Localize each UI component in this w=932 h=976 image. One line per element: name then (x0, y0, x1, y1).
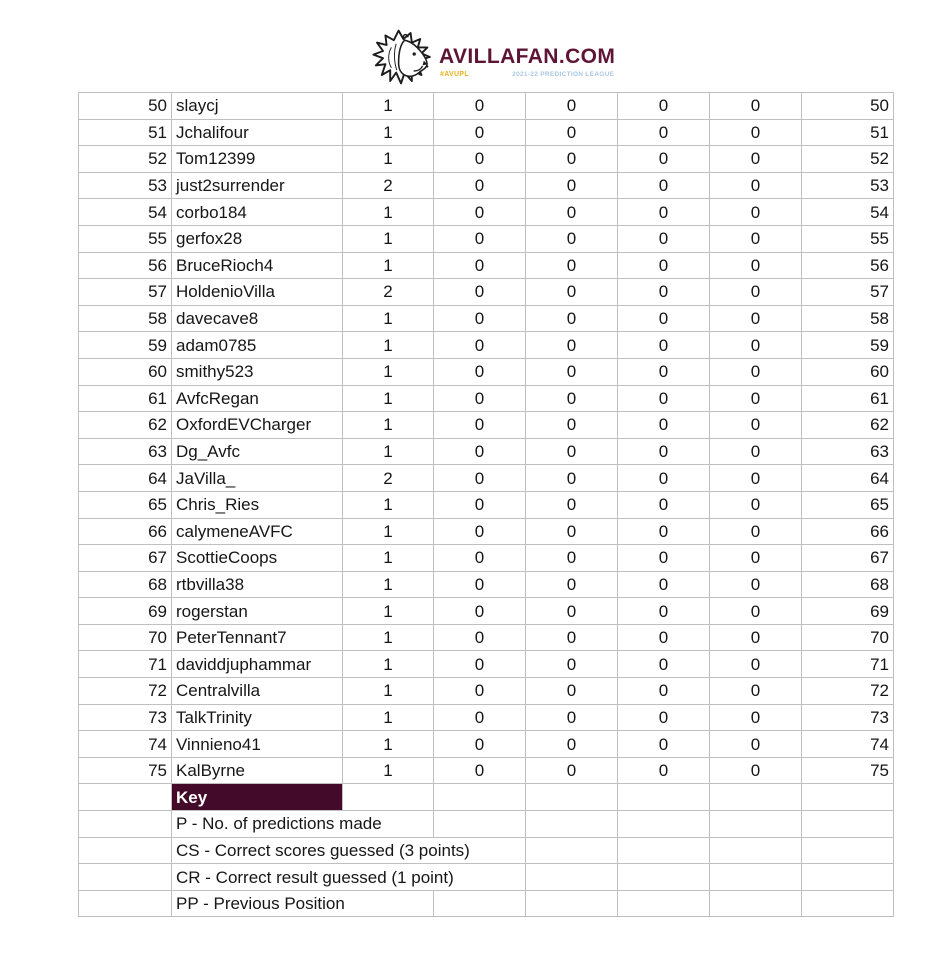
stat-cell: 0 (710, 731, 802, 758)
stat-cell: 0 (526, 624, 618, 651)
stat-cell: 0 (434, 358, 526, 385)
username-cell: ScottieCoops (172, 545, 343, 572)
stat-cell: 1 (343, 704, 434, 731)
stat-cell: 0 (618, 545, 710, 572)
stat-cell: 0 (618, 279, 710, 306)
stat-cell: 0 (618, 225, 710, 252)
rank-cell: 52 (79, 146, 172, 173)
stat-cell: 0 (526, 225, 618, 252)
previous-position-cell: 52 (802, 146, 894, 173)
stat-cell: 0 (434, 199, 526, 226)
rank-cell: 60 (79, 358, 172, 385)
stat-cell: 0 (710, 385, 802, 412)
key-item-row (79, 890, 894, 917)
stat-cell: 0 (618, 252, 710, 279)
previous-position-cell: 75 (802, 757, 894, 784)
stat-cell: 0 (710, 305, 802, 332)
stat-cell: 0 (526, 279, 618, 306)
stat-cell: 0 (618, 491, 710, 518)
stat-cell: 0 (710, 518, 802, 545)
stat-cell: 0 (526, 651, 618, 678)
stat-cell: 1 (343, 491, 434, 518)
stat-cell: 0 (434, 704, 526, 731)
stat-cell: 1 (343, 225, 434, 252)
key-item-cell: PP - Previous Position (172, 890, 434, 917)
rank-cell: 57 (79, 279, 172, 306)
empty-cell (802, 784, 894, 811)
rank-cell: 71 (79, 651, 172, 678)
table-row (79, 385, 894, 412)
rank-cell: 50 (79, 93, 172, 120)
logo-text (439, 46, 615, 77)
stat-cell: 0 (710, 491, 802, 518)
stat-cell: 0 (618, 119, 710, 146)
rank-cell: 67 (79, 545, 172, 572)
username-cell: JaVilla_ (172, 465, 343, 492)
username-cell: Chris_Ries (172, 491, 343, 518)
username-cell: calymeneAVFC (172, 518, 343, 545)
empty-cell (710, 837, 802, 864)
rank-cell: 59 (79, 332, 172, 359)
stat-cell: 0 (434, 279, 526, 306)
empty-cell (343, 784, 434, 811)
key-item-cell: P - No. of predictions made (172, 811, 434, 838)
table-row (79, 305, 894, 332)
rank-cell: 55 (79, 225, 172, 252)
previous-position-cell: 73 (802, 704, 894, 731)
stat-cell: 1 (343, 545, 434, 572)
stat-cell: 0 (526, 199, 618, 226)
stat-cell: 1 (343, 332, 434, 359)
logo-title: AVILLAFAN.COM (439, 45, 616, 69)
previous-position-cell: 60 (802, 358, 894, 385)
stat-cell: 0 (710, 332, 802, 359)
table-row (79, 332, 894, 359)
username-cell: BruceRioch4 (172, 252, 343, 279)
username-cell: rogerstan (172, 598, 343, 625)
stat-cell: 0 (710, 225, 802, 252)
empty-cell (79, 784, 172, 811)
table-row (79, 119, 894, 146)
logo-hashtag: #AVUPL (440, 70, 469, 78)
stat-cell: 0 (710, 119, 802, 146)
empty-cell (79, 890, 172, 917)
rank-cell: 65 (79, 491, 172, 518)
stat-cell: 1 (343, 146, 434, 173)
stat-cell: 0 (526, 598, 618, 625)
stat-cell: 0 (434, 678, 526, 705)
stat-cell: 0 (618, 518, 710, 545)
stat-cell: 0 (710, 438, 802, 465)
empty-cell (526, 811, 618, 838)
username-cell: Vinnieno41 (172, 731, 343, 758)
empty-cell (618, 864, 710, 891)
stat-cell: 1 (343, 252, 434, 279)
stat-cell: 0 (434, 624, 526, 651)
stat-cell: 0 (710, 465, 802, 492)
stat-cell: 0 (710, 598, 802, 625)
rank-cell: 64 (79, 465, 172, 492)
stat-cell: 0 (618, 438, 710, 465)
stat-cell: 0 (434, 305, 526, 332)
table-row (79, 545, 894, 572)
stat-cell: 0 (526, 678, 618, 705)
empty-cell (526, 864, 618, 891)
previous-position-cell: 74 (802, 731, 894, 758)
previous-position-cell: 63 (802, 438, 894, 465)
previous-position-cell: 64 (802, 465, 894, 492)
previous-position-cell: 53 (802, 172, 894, 199)
empty-cell (618, 890, 710, 917)
previous-position-cell: 71 (802, 651, 894, 678)
stat-cell: 0 (434, 465, 526, 492)
site-logo (371, 26, 615, 88)
username-cell: Centralvilla (172, 678, 343, 705)
previous-position-cell: 51 (802, 119, 894, 146)
stat-cell: 0 (618, 465, 710, 492)
stat-cell: 0 (618, 651, 710, 678)
stat-cell: 2 (343, 465, 434, 492)
rank-cell: 75 (79, 757, 172, 784)
stat-cell: 0 (526, 491, 618, 518)
empty-cell (710, 811, 802, 838)
stat-cell: 0 (526, 757, 618, 784)
stat-cell: 0 (526, 412, 618, 439)
stat-cell: 1 (343, 438, 434, 465)
standings-table (78, 92, 894, 917)
rank-cell: 66 (79, 518, 172, 545)
empty-cell (710, 784, 802, 811)
stat-cell: 0 (618, 93, 710, 120)
previous-position-cell: 68 (802, 571, 894, 598)
table-row (79, 678, 894, 705)
rank-cell: 61 (79, 385, 172, 412)
stat-cell: 0 (526, 704, 618, 731)
previous-position-cell: 57 (802, 279, 894, 306)
stat-cell: 0 (618, 332, 710, 359)
username-cell: Jchalifour (172, 119, 343, 146)
stat-cell: 0 (618, 598, 710, 625)
username-cell: OxfordEVCharger (172, 412, 343, 439)
table-row (79, 252, 894, 279)
rank-cell: 62 (79, 412, 172, 439)
stat-cell: 0 (526, 146, 618, 173)
table-row (79, 412, 894, 439)
table-row (79, 279, 894, 306)
empty-cell (710, 864, 802, 891)
key-item-row (79, 864, 894, 891)
rank-cell: 70 (79, 624, 172, 651)
stat-cell: 0 (710, 678, 802, 705)
logo-subtitle (439, 71, 615, 78)
stat-cell: 0 (434, 412, 526, 439)
stat-cell: 0 (526, 571, 618, 598)
rank-cell: 56 (79, 252, 172, 279)
stat-cell: 0 (618, 624, 710, 651)
stat-cell: 0 (434, 252, 526, 279)
stat-cell: 1 (343, 358, 434, 385)
stat-cell: 0 (618, 305, 710, 332)
previous-position-cell: 50 (802, 93, 894, 120)
stat-cell: 0 (618, 571, 710, 598)
standings-body (79, 93, 894, 917)
empty-cell (710, 890, 802, 917)
stat-cell: 0 (434, 119, 526, 146)
empty-cell (802, 864, 894, 891)
stat-cell: 0 (526, 438, 618, 465)
stat-cell: 0 (434, 146, 526, 173)
stat-cell: 0 (434, 518, 526, 545)
stat-cell: 0 (526, 731, 618, 758)
empty-cell (434, 784, 526, 811)
table-row (79, 651, 894, 678)
stat-cell: 1 (343, 518, 434, 545)
username-cell: daviddjuphammar (172, 651, 343, 678)
empty-cell (79, 837, 172, 864)
table-row (79, 571, 894, 598)
username-cell: HoldenioVilla (172, 279, 343, 306)
stat-cell: 0 (710, 358, 802, 385)
username-cell: slaycj (172, 93, 343, 120)
empty-cell (802, 837, 894, 864)
previous-position-cell: 66 (802, 518, 894, 545)
stat-cell: 0 (434, 172, 526, 199)
stat-cell: 0 (434, 651, 526, 678)
stat-cell: 0 (526, 305, 618, 332)
table-row (79, 93, 894, 120)
stat-cell: 0 (618, 146, 710, 173)
rank-cell: 72 (79, 678, 172, 705)
table-row (79, 358, 894, 385)
username-cell: AvfcRegan (172, 385, 343, 412)
rank-cell: 68 (79, 571, 172, 598)
stat-cell: 1 (343, 305, 434, 332)
empty-cell (802, 890, 894, 917)
stat-cell: 0 (526, 93, 618, 120)
stat-cell: 0 (434, 332, 526, 359)
stat-cell: 0 (618, 757, 710, 784)
key-title-cell: Key (172, 784, 343, 811)
stat-cell: 0 (434, 757, 526, 784)
username-cell: rtbvilla38 (172, 571, 343, 598)
rank-cell: 69 (79, 598, 172, 625)
username-cell: Tom12399 (172, 146, 343, 173)
stat-cell: 0 (710, 93, 802, 120)
stat-cell: 0 (710, 252, 802, 279)
previous-position-cell: 56 (802, 252, 894, 279)
empty-cell (526, 784, 618, 811)
stat-cell: 0 (710, 146, 802, 173)
stat-cell: 0 (710, 651, 802, 678)
empty-cell (434, 811, 526, 838)
stat-cell: 0 (618, 199, 710, 226)
previous-position-cell: 69 (802, 598, 894, 625)
rank-cell: 74 (79, 731, 172, 758)
stat-cell: 0 (434, 598, 526, 625)
stat-cell: 0 (710, 172, 802, 199)
stat-cell: 0 (526, 465, 618, 492)
stat-cell: 1 (343, 757, 434, 784)
key-item-cell: CR - Correct result guessed (1 point) (172, 864, 526, 891)
table-row (79, 199, 894, 226)
username-cell: adam0785 (172, 332, 343, 359)
empty-cell (618, 784, 710, 811)
empty-cell (618, 811, 710, 838)
username-cell: PeterTennant7 (172, 624, 343, 651)
stat-cell: 0 (434, 571, 526, 598)
stat-cell: 0 (710, 757, 802, 784)
stat-cell: 1 (343, 731, 434, 758)
stat-cell: 1 (343, 385, 434, 412)
key-header-row (79, 784, 894, 811)
stat-cell: 0 (526, 358, 618, 385)
stat-cell: 1 (343, 624, 434, 651)
empty-cell (526, 890, 618, 917)
stat-cell: 0 (710, 279, 802, 306)
stat-cell: 0 (434, 385, 526, 412)
stat-cell: 0 (618, 731, 710, 758)
table-row (79, 438, 894, 465)
stat-cell: 0 (434, 225, 526, 252)
table-row (79, 465, 894, 492)
stat-cell: 1 (343, 571, 434, 598)
previous-position-cell: 54 (802, 199, 894, 226)
stat-cell: 0 (526, 518, 618, 545)
stat-cell: 0 (526, 252, 618, 279)
username-cell: Dg_Avfc (172, 438, 343, 465)
rank-cell: 53 (79, 172, 172, 199)
username-cell: smithy523 (172, 358, 343, 385)
empty-cell (802, 811, 894, 838)
table-row (79, 225, 894, 252)
empty-cell (618, 837, 710, 864)
rank-cell: 54 (79, 199, 172, 226)
empty-cell (434, 890, 526, 917)
previous-position-cell: 59 (802, 332, 894, 359)
stat-cell: 0 (710, 624, 802, 651)
stat-cell: 2 (343, 279, 434, 306)
previous-position-cell: 58 (802, 305, 894, 332)
stat-cell: 0 (710, 545, 802, 572)
rank-cell: 51 (79, 119, 172, 146)
username-cell: corbo184 (172, 199, 343, 226)
stat-cell: 0 (618, 678, 710, 705)
username-cell: just2surrender (172, 172, 343, 199)
stat-cell: 1 (343, 199, 434, 226)
stat-cell: 0 (618, 358, 710, 385)
previous-position-cell: 65 (802, 491, 894, 518)
lion-icon (371, 26, 437, 88)
stat-cell: 2 (343, 172, 434, 199)
stat-cell: 0 (710, 199, 802, 226)
stat-cell: 0 (710, 571, 802, 598)
empty-cell (79, 811, 172, 838)
username-cell: KalByrne (172, 757, 343, 784)
stat-cell: 0 (618, 385, 710, 412)
previous-position-cell: 70 (802, 624, 894, 651)
key-item-row (79, 837, 894, 864)
username-cell: TalkTrinity (172, 704, 343, 731)
key-item-row (79, 811, 894, 838)
rank-cell: 73 (79, 704, 172, 731)
table-row (79, 172, 894, 199)
stat-cell: 1 (343, 598, 434, 625)
stat-cell: 1 (343, 678, 434, 705)
stat-cell: 1 (343, 93, 434, 120)
previous-position-cell: 62 (802, 412, 894, 439)
previous-position-cell: 55 (802, 225, 894, 252)
stat-cell: 0 (710, 704, 802, 731)
table-row (79, 598, 894, 625)
stat-cell: 0 (710, 412, 802, 439)
rank-cell: 58 (79, 305, 172, 332)
previous-position-cell: 61 (802, 385, 894, 412)
stat-cell: 0 (526, 332, 618, 359)
table-row (79, 757, 894, 784)
table-row (79, 624, 894, 651)
stat-cell: 0 (434, 93, 526, 120)
previous-position-cell: 72 (802, 678, 894, 705)
stat-cell: 0 (526, 119, 618, 146)
table-row (79, 704, 894, 731)
stat-cell: 0 (434, 731, 526, 758)
stat-cell: 0 (618, 412, 710, 439)
key-item-cell: CS - Correct scores guessed (3 points) (172, 837, 526, 864)
stat-cell: 1 (343, 651, 434, 678)
stat-cell: 0 (434, 438, 526, 465)
empty-cell (79, 864, 172, 891)
stat-cell: 1 (343, 119, 434, 146)
stat-cell: 0 (618, 172, 710, 199)
stat-cell: 0 (526, 172, 618, 199)
table-row (79, 731, 894, 758)
stat-cell: 0 (434, 491, 526, 518)
username-cell: gerfox28 (172, 225, 343, 252)
previous-position-cell: 67 (802, 545, 894, 572)
logo-season-label: 2021-22 PREDICTION LEAGUE (512, 70, 615, 78)
stat-cell: 0 (618, 704, 710, 731)
empty-cell (526, 837, 618, 864)
stat-cell: 1 (343, 412, 434, 439)
username-cell: davecave8 (172, 305, 343, 332)
rank-cell: 63 (79, 438, 172, 465)
stat-cell: 0 (526, 545, 618, 572)
stat-cell: 0 (526, 385, 618, 412)
table-row (79, 491, 894, 518)
stat-cell: 0 (434, 545, 526, 572)
table-row (79, 518, 894, 545)
table-row (79, 146, 894, 173)
